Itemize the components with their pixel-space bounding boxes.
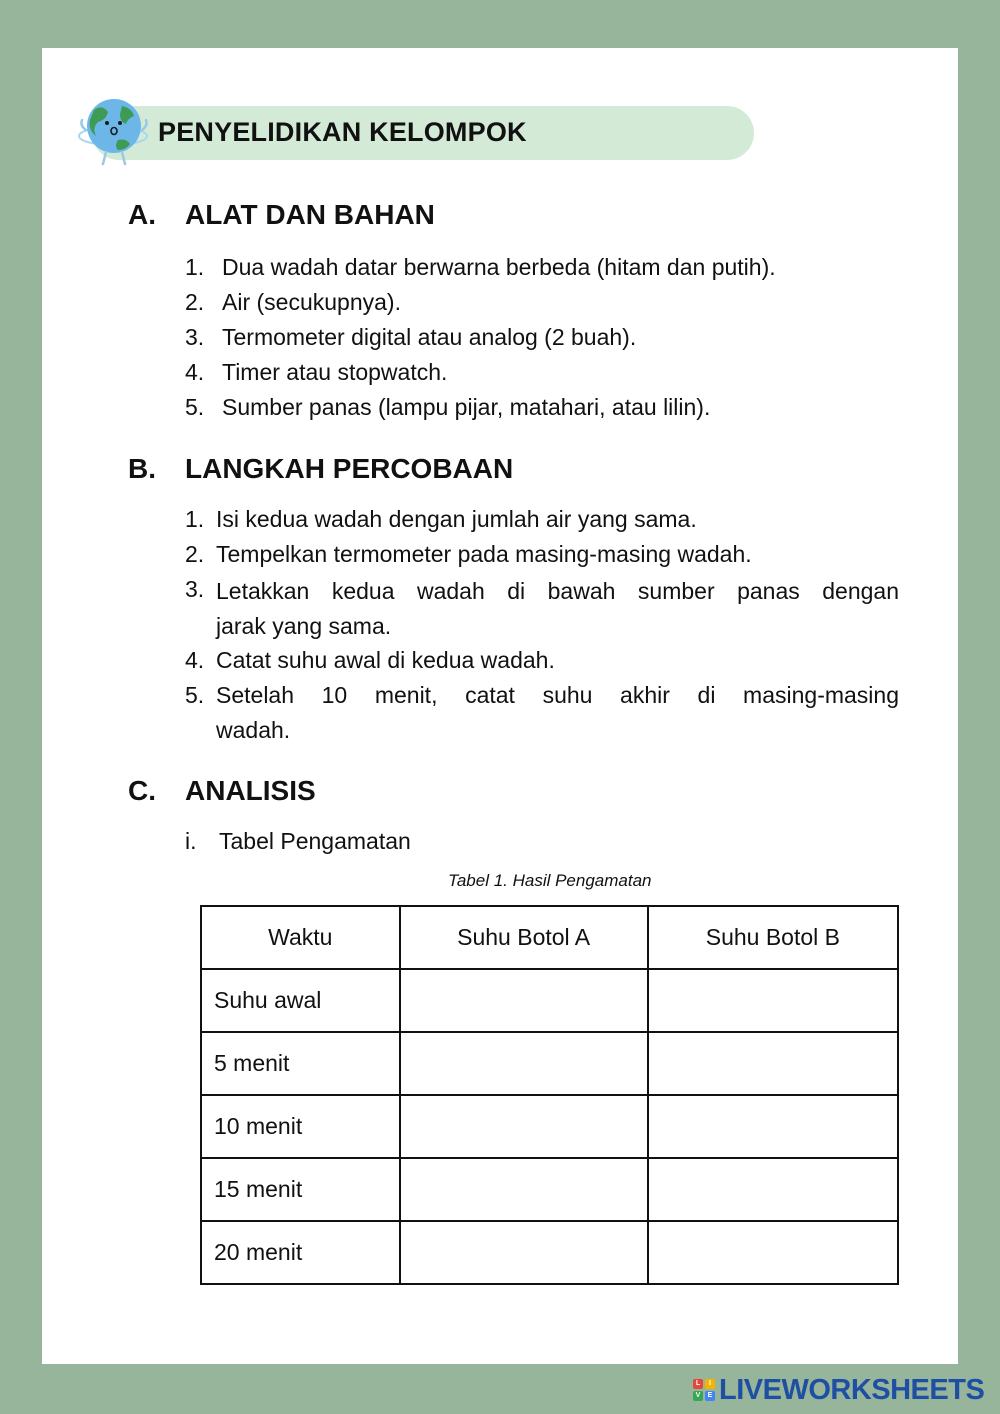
list-item: Letakkan kedua wadah di bawah sumber panas dengan bbox=[216, 578, 899, 604]
row-label: 5 menit bbox=[201, 1032, 400, 1095]
answer-cell-a[interactable] bbox=[400, 1032, 648, 1095]
list-item: Termometer digital atau analog (2 buah). bbox=[222, 324, 637, 350]
globe-icon bbox=[76, 96, 150, 172]
list-item-number: 5. bbox=[185, 394, 205, 420]
list-item-number: i. bbox=[185, 828, 197, 854]
list-item: Tabel Pengamatan bbox=[219, 828, 411, 854]
list-item: Timer atau stopwatch. bbox=[222, 359, 448, 385]
list-item-number: 1. bbox=[185, 254, 205, 280]
list-item-number: 2. bbox=[185, 289, 205, 315]
list-item-continuation: jarak yang sama. bbox=[216, 613, 392, 639]
list-item: Air (secukupnya). bbox=[222, 289, 401, 315]
answer-cell-a[interactable] bbox=[400, 1158, 648, 1221]
section-c-title: ANALISIS bbox=[185, 775, 316, 806]
section-a-title: ALAT DAN BAHAN bbox=[185, 199, 435, 230]
table-caption: Tabel 1. Hasil Pengamatan bbox=[448, 871, 652, 890]
column-header-suhu-botol-a: Suhu Botol A bbox=[400, 906, 648, 969]
answer-cell-b[interactable] bbox=[648, 1221, 898, 1284]
list-item: Setelah 10 menit, catat suhu akhir di masing-masing bbox=[216, 682, 899, 708]
list-item-number: 3. bbox=[185, 576, 205, 602]
page-title: PENYELIDIKAN KELOMPOK bbox=[158, 117, 527, 147]
list-item-number: 1. bbox=[185, 506, 205, 532]
list-item-number: 3. bbox=[185, 324, 205, 350]
section-b-title: LANGKAH PERCOBAAN bbox=[185, 453, 514, 484]
table-row bbox=[201, 1158, 898, 1221]
brand-name: LIVEWORKSHEETS bbox=[719, 1373, 985, 1406]
list-item: Catat suhu awal di kedua wadah. bbox=[216, 647, 555, 673]
column-header-waktu: Waktu bbox=[201, 906, 400, 969]
answer-cell-a[interactable] bbox=[400, 1095, 648, 1158]
table-row bbox=[201, 1221, 898, 1284]
table-row bbox=[201, 1032, 898, 1095]
list-item-continuation: wadah. bbox=[216, 717, 291, 743]
row-label: 20 menit bbox=[201, 1221, 400, 1284]
list-item: Sumber panas (lampu pijar, matahari, atau lilin). bbox=[222, 394, 711, 420]
answer-cell-b[interactable] bbox=[648, 1032, 898, 1095]
row-label: 10 menit bbox=[201, 1095, 400, 1158]
answer-cell-b[interactable] bbox=[648, 1095, 898, 1158]
list-item-number: 2. bbox=[185, 541, 205, 567]
answer-cell-b[interactable] bbox=[648, 1158, 898, 1221]
section-a-letter: A. bbox=[128, 199, 156, 230]
answer-cell-a[interactable] bbox=[400, 969, 648, 1032]
table-row bbox=[201, 1095, 898, 1158]
answer-cell-b[interactable] bbox=[648, 969, 898, 1032]
table-row bbox=[201, 969, 898, 1032]
list-item: Isi kedua wadah dengan jumlah air yang sama. bbox=[216, 506, 697, 532]
list-item-number: 5. bbox=[185, 682, 205, 708]
list-item: Tempelkan termometer pada masing-masing wadah. bbox=[216, 541, 752, 567]
observation-table bbox=[200, 905, 899, 1285]
list-item-number: 4. bbox=[185, 647, 205, 673]
liveworksheets-logo[interactable] bbox=[693, 1374, 984, 1406]
column-header-suhu-botol-b: Suhu Botol B bbox=[648, 906, 898, 969]
list-item-number: 4. bbox=[185, 359, 205, 385]
answer-cell-a[interactable] bbox=[400, 1221, 648, 1284]
section-b-letter: B. bbox=[128, 453, 156, 484]
table-header-row bbox=[201, 906, 898, 969]
section-c-letter: C. bbox=[128, 775, 156, 806]
list-item: Dua wadah datar berwarna berbeda (hitam dan putih). bbox=[222, 254, 776, 280]
logo-squares-icon: L I V E bbox=[693, 1379, 715, 1401]
row-label: 15 menit bbox=[201, 1158, 400, 1221]
row-label: Suhu awal bbox=[201, 969, 400, 1032]
